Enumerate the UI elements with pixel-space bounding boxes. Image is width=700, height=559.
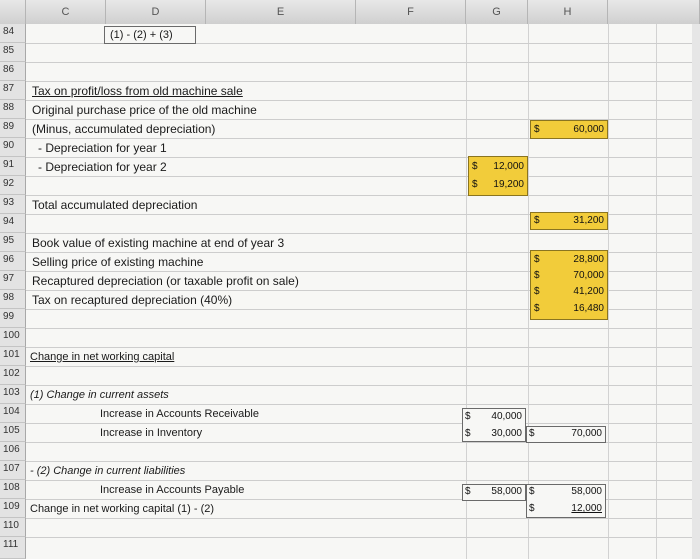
gridline — [26, 233, 700, 234]
gridline — [26, 537, 700, 538]
row-header[interactable]: 101 — [0, 347, 26, 366]
currency-symbol: $ — [534, 254, 540, 265]
gridline — [656, 24, 657, 559]
value-inc-inv[interactable]: 30,000 — [491, 428, 522, 439]
gridline — [26, 81, 700, 82]
gridline — [26, 480, 700, 481]
value-inc-ar[interactable]: 40,000 — [491, 411, 522, 422]
row-header[interactable]: 84 — [0, 24, 26, 43]
column-header-c[interactable]: C — [26, 0, 106, 24]
row-header[interactable]: 92 — [0, 176, 26, 195]
row-header[interactable]: 86 — [0, 62, 26, 81]
formula-note: (1) - (2) + (3) — [110, 29, 173, 41]
row-header[interactable]: 94 — [0, 214, 26, 233]
label-tax-recap[interactable]: Tax on recaptured depreciation (40%) — [32, 293, 233, 307]
value-recaptured[interactable]: 41,200 — [573, 286, 604, 297]
currency-symbol: $ — [465, 428, 471, 439]
row-header[interactable]: 89 — [0, 119, 26, 138]
nwc-heading[interactable]: Change in net working capital — [30, 351, 175, 363]
currency-symbol: $ — [465, 486, 471, 497]
currency-symbol: $ — [529, 428, 535, 439]
gridline — [26, 385, 700, 386]
row-header[interactable]: 108 — [0, 480, 26, 499]
row-header[interactable]: 99 — [0, 309, 26, 328]
row-header[interactable]: 109 — [0, 499, 26, 518]
column-header-bar — [0, 0, 700, 25]
column-header-h[interactable]: H — [528, 0, 608, 24]
row-header[interactable]: 90 — [0, 138, 26, 157]
value-cur-assets-total[interactable]: 70,000 — [571, 428, 602, 439]
value-dep-y1[interactable]: 12,000 — [493, 161, 524, 172]
currency-symbol: $ — [534, 286, 540, 297]
gridline — [26, 461, 700, 462]
row-header[interactable]: 91 — [0, 157, 26, 176]
currency-symbol: $ — [534, 303, 540, 314]
column-header-i[interactable] — [608, 0, 700, 24]
currency-symbol: $ — [472, 161, 478, 172]
row-header[interactable]: 85 — [0, 43, 26, 62]
label-inc-ap[interactable]: Increase in Accounts Payable — [100, 484, 245, 496]
row-header[interactable]: 104 — [0, 404, 26, 423]
vertical-scrollbar[interactable] — [692, 24, 700, 559]
gridline — [26, 195, 700, 196]
label-minus-dep[interactable]: (Minus, accumulated depreciation) — [32, 122, 216, 136]
gridline — [608, 24, 609, 559]
value-chg-nwc[interactable]: 12,000 — [571, 503, 602, 514]
gridline — [528, 24, 529, 559]
label-chg-nwc[interactable]: Change in net working capital (1) - (2) — [30, 503, 215, 515]
row-header[interactable]: 100 — [0, 328, 26, 347]
value-sell-price[interactable]: 70,000 — [573, 270, 604, 281]
label-book-value[interactable]: Book value of existing machine at end of year 3 — [32, 236, 285, 250]
value-orig-price[interactable]: 60,000 — [573, 124, 604, 135]
label-total-dep[interactable]: Total accumulated depreciation — [32, 198, 198, 212]
label-orig-price[interactable]: Original purchase price of the old machine — [32, 103, 257, 117]
gridline — [26, 157, 700, 158]
row-header[interactable]: 98 — [0, 290, 26, 309]
currency-symbol: $ — [529, 503, 535, 514]
label-sell-price[interactable]: Selling price of existing machine — [32, 255, 204, 269]
gridline — [26, 62, 700, 63]
row-header[interactable]: 103 — [0, 385, 26, 404]
value-total-dep[interactable]: 31,200 — [573, 215, 604, 226]
row-header[interactable]: 88 — [0, 100, 26, 119]
currency-symbol: $ — [534, 124, 540, 135]
column-header-f[interactable]: F — [356, 0, 466, 24]
value-inc-ap-h[interactable]: 58,000 — [571, 486, 602, 497]
gridline — [26, 404, 700, 405]
label-inc-ar[interactable]: Increase in Accounts Receivable — [100, 408, 259, 420]
value-tax-recap[interactable]: 16,480 — [573, 303, 604, 314]
tax-heading[interactable]: Tax on profit/loss from old machine sale — [32, 84, 243, 98]
currency-symbol: $ — [472, 179, 478, 190]
row-header[interactable]: 95 — [0, 233, 26, 252]
gridline — [26, 347, 700, 348]
gridline — [26, 423, 700, 424]
row-header[interactable]: 93 — [0, 195, 26, 214]
row-header[interactable]: 97 — [0, 271, 26, 290]
gridline — [26, 100, 700, 101]
column-header-g[interactable]: G — [466, 0, 528, 24]
label-dep-y2[interactable]: - Depreciation for year 2 — [38, 160, 167, 174]
gridline — [26, 328, 700, 329]
row-header[interactable]: 105 — [0, 423, 26, 442]
currency-symbol: $ — [465, 411, 471, 422]
gridline — [466, 24, 467, 559]
label-recaptured[interactable]: Recaptured depreciation (or taxable profit on sale) — [32, 274, 299, 288]
label-inc-inv[interactable]: Increase in Inventory — [100, 427, 203, 439]
row-header[interactable]: 107 — [0, 461, 26, 480]
gridline — [26, 366, 700, 367]
column-header-d[interactable]: D — [106, 0, 206, 24]
currency-symbol: $ — [529, 486, 535, 497]
select-all-corner[interactable] — [0, 0, 26, 24]
gridline — [26, 176, 700, 177]
gridline — [26, 518, 700, 519]
value-inc-ap-g[interactable]: 58,000 — [491, 486, 522, 497]
row-header[interactable]: 111 — [0, 537, 26, 559]
label-dep-y1[interactable]: - Depreciation for year 1 — [38, 141, 167, 155]
row-header[interactable]: 110 — [0, 518, 26, 537]
row-header[interactable]: 106 — [0, 442, 26, 461]
currency-symbol: $ — [534, 215, 540, 226]
label-cur-assets[interactable]: (1) Change in current assets — [30, 389, 169, 401]
value-book-value[interactable]: 28,800 — [573, 254, 604, 265]
value-dep-y2[interactable]: 19,200 — [493, 179, 524, 190]
currency-symbol: $ — [534, 270, 540, 281]
label-cur-liab[interactable]: - (2) Change in current liabilities — [30, 465, 186, 477]
column-header-e[interactable]: E — [206, 0, 356, 24]
row-header[interactable]: 96 — [0, 252, 26, 271]
row-header[interactable]: 102 — [0, 366, 26, 385]
row-header[interactable]: 87 — [0, 81, 26, 100]
